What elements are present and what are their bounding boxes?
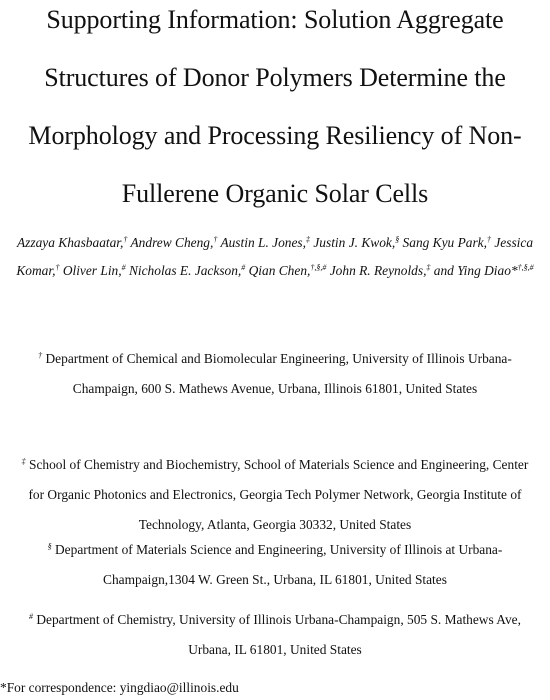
affiliation-mark: †,§,#: [517, 263, 534, 272]
affiliation-mark: †: [123, 235, 128, 244]
author-name: Sang Kyu Park,: [402, 235, 487, 250]
author-name: John R. Reynolds,: [329, 263, 427, 278]
author-name: Azzaya Khasbaatar,: [16, 235, 124, 250]
affiliation-mark: #: [121, 263, 126, 272]
correspondence-note: *For correspondence: yingdiao@illinois.edu: [0, 680, 239, 695]
affiliation-line: for Organic Photonics and Electronics, Georgia Tech Polymer Network, Georgia Institute of: [28, 487, 522, 502]
title-line: Fullerene Organic Solar Cells: [121, 179, 429, 208]
affiliation: [20, 344, 530, 404]
author-list: [0, 229, 550, 285]
affiliation-mark: §: [395, 235, 400, 244]
affiliation-mark: †: [486, 235, 491, 244]
affiliation: [20, 450, 530, 540]
affiliation: [20, 535, 530, 595]
affiliation-line: Urbana, IL 61801, United States: [188, 642, 362, 657]
author-name: Austin L. Jones,: [220, 235, 306, 250]
affiliation: [20, 605, 530, 665]
paper-title: [6, 0, 544, 223]
author-name: Oliver Lin,: [62, 263, 122, 278]
affiliation-line: Champaign, 600 S. Mathews Avenue, Urbana, Illinois 61801, United States: [72, 381, 478, 396]
affiliation-mark: §: [47, 542, 52, 551]
title-line: Structures of Donor Polymers Determine the: [44, 63, 506, 92]
affiliation-mark: †: [55, 263, 60, 272]
author-name: and Ying Diao*: [433, 263, 518, 278]
author-name: Qian Chen,: [248, 263, 311, 278]
affiliation-line: School of Chemistry and Biochemistry, School of Materials Science and Engineering, Center: [29, 457, 529, 472]
author-name: Justin J. Kwok,: [313, 235, 396, 250]
title-line: Supporting Information: Solution Aggregate: [46, 5, 504, 34]
author-name: Andrew Cheng,: [130, 235, 214, 250]
author-name: Jessica Komar,: [16, 235, 534, 278]
affiliation-mark: #: [241, 263, 246, 272]
affiliation-mark: ‡: [426, 263, 431, 272]
affiliation-line: Department of Materials Science and Engineering, University of Illinois at Urbana-: [55, 542, 503, 557]
author-name: Nicholas E. Jackson,: [128, 263, 242, 278]
affiliation-mark: †: [38, 351, 43, 360]
affiliation-mark: ‡: [21, 457, 26, 466]
affiliation-mark: ‡: [306, 235, 310, 244]
affiliation-line: Department of Chemical and Biomolecular Engineering, University of Illinois Urbana-: [45, 351, 512, 366]
affiliation-mark: †: [213, 235, 218, 244]
affiliation-mark: #: [29, 612, 34, 621]
title-line: Morphology and Processing Resiliency of Non-: [28, 121, 522, 150]
affiliation-line: Technology, Atlanta, Georgia 30332, United States: [138, 517, 412, 532]
affiliation-mark: †,§,#: [310, 263, 327, 272]
affiliation-line: Champaign,1304 W. Green St., Urbana, IL 61801, United States: [103, 572, 447, 587]
affiliation-line: Department of Chemistry, University of Illinois Urbana-Champaign, 505 S. Mathews Ave,: [36, 612, 521, 627]
